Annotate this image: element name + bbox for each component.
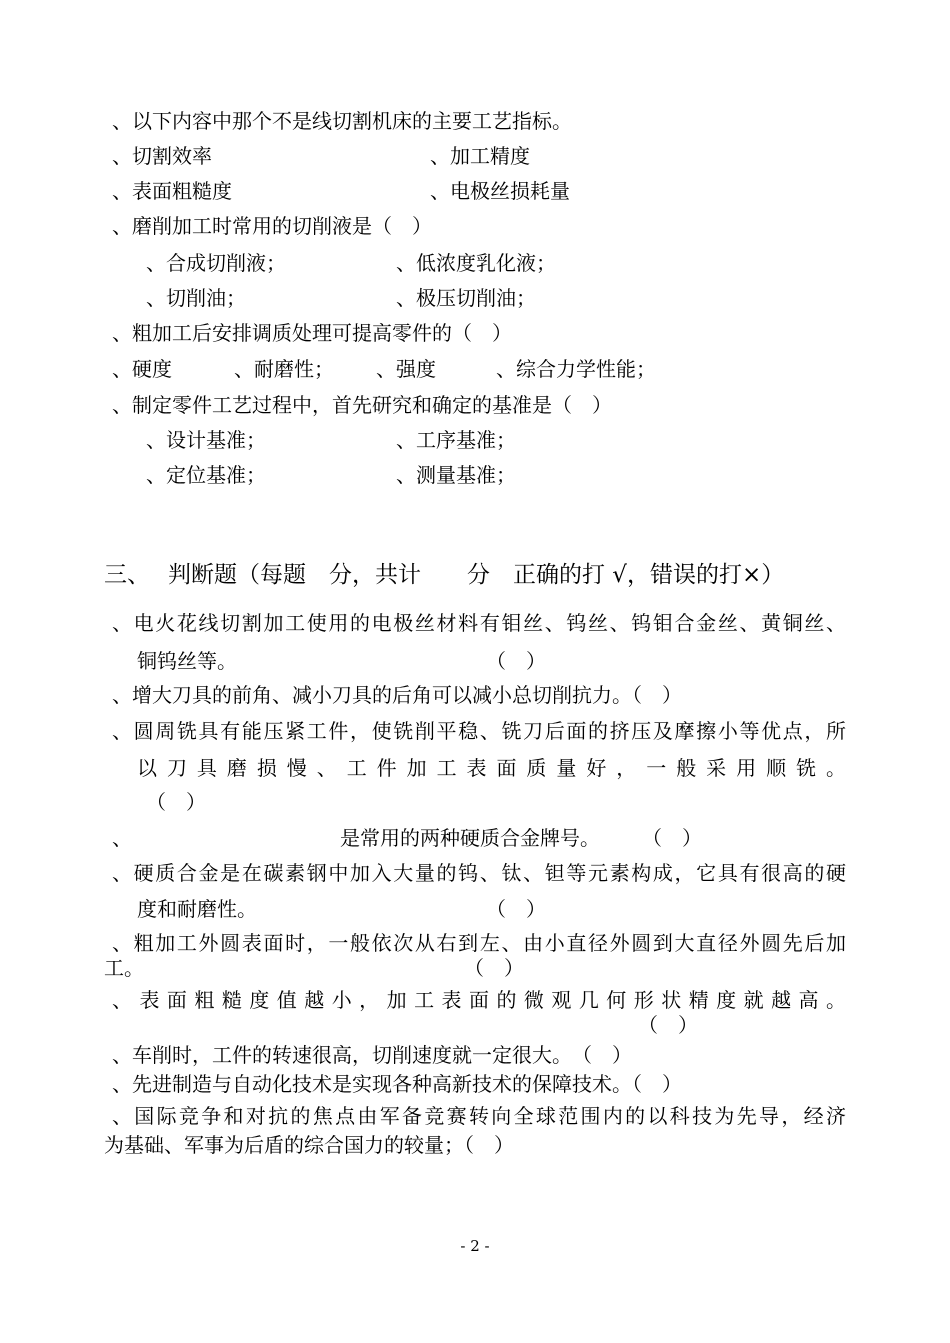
- tf-question-6: 、粗加工外圆表面时，一般依次从右到左、由小直径外圆到大直径外圆先后加: [112, 931, 846, 955]
- mc-question-3: 、粗加工后安排调质处理可提高零件的（ ）: [112, 321, 512, 345]
- mc-q1-option-d: 、电极丝损耗量: [430, 179, 570, 203]
- tf-question-8: 、车削时，工件的转速很高，切削速度就一定很大。 （ ）: [112, 1043, 632, 1067]
- mc-q2-option-b: 、低浓度乳化液；: [396, 251, 556, 275]
- tf-question-5-cont: 度和耐磨性。: [137, 897, 257, 921]
- mc-q4-option-a: 、设计基准；: [146, 428, 266, 452]
- page-number: - 2 -: [460, 1237, 490, 1255]
- mc-q3-option-c: 、强度: [376, 357, 436, 381]
- tf-question-9: 、先进制造与自动化技术是实现各种高新技术的保障技术。（ ）: [112, 1072, 682, 1096]
- tf-question-7: 、表面粗糙度值越小，加工表面的微观几何形状精度就越高。: [112, 988, 846, 1012]
- tf-question-5: 、硬质合金是在碳素钢中加入大量的钨、钛、钽等元素构成，它具有很高的硬: [112, 861, 846, 885]
- tf-question-10: 、国际竞争和对抗的焦点由军备竞赛转向全球范围内的以科技为先导，经济: [112, 1104, 846, 1128]
- tf-question-4: 是常用的两种硬质合金牌号。: [340, 826, 600, 850]
- mc-q3-option-d: 、综合力学性能；: [496, 357, 656, 381]
- tf-question-1: 、电火花线切割加工使用的电极丝材料有钼丝、钨丝、钨钼合金丝、黄铜丝、: [112, 611, 846, 635]
- tf-question-5-paren: （ ）: [486, 897, 546, 921]
- tf-question-6-cont: 工。: [104, 956, 144, 980]
- tf-question-4-paren: （ ）: [642, 826, 702, 850]
- mc-q3-option-a: 、硬度: [112, 357, 172, 381]
- mc-q1-option-c: 、表面粗糙度: [112, 179, 232, 203]
- mc-q3-option-b: 、耐磨性；: [234, 357, 334, 381]
- mc-q4-option-b: 、工序基准；: [396, 428, 516, 452]
- mc-q2-option-a: 、合成切削液；: [146, 251, 286, 275]
- tf-question-10-cont: 为基础、军事为后盾的综合国力的较量；（ ）: [104, 1133, 514, 1157]
- tf-question-1-paren: （ ）: [486, 649, 546, 673]
- mc-q2-option-d: 、极压切削油；: [396, 286, 536, 310]
- tf-question-7-paren: （ ）: [638, 1013, 698, 1037]
- tf-question-4-prefix: 、: [112, 826, 132, 850]
- mc-q4-option-c: 、定位基准；: [146, 463, 266, 487]
- mc-q2-option-c: 、切削油；: [146, 286, 246, 310]
- section-3-title: 判断题（每题 分，共计 分 正确的打 √，错误的打×）: [168, 562, 785, 588]
- section-3-number: 三、: [104, 562, 150, 588]
- mc-question-4: 、制定零件工艺过程中，首先研究和确定的基准是（ ）: [112, 393, 612, 417]
- mc-q1-option-b: 、加工精度: [430, 144, 530, 168]
- mc-q1-option-a: 、切割效率: [112, 144, 212, 168]
- tf-question-6-paren: （ ）: [464, 956, 524, 980]
- tf-question-3: 、圆周铣具有能压紧工件，使铣削平稳、铣刀后面的挤压及摩擦小等优点，所: [112, 719, 846, 743]
- tf-question-3-paren: （ ）: [146, 790, 206, 814]
- tf-question-1-cont: 铜钨丝等。: [137, 649, 237, 673]
- mc-question-2: 、磨削加工时常用的切削液是（ ）: [112, 214, 432, 238]
- tf-question-3-cont: 以刀具磨损慢、工件加工表面质量好，一般采用顺铣。: [137, 756, 846, 780]
- tf-question-2: 、增大刀具的前角、减小刀具的后角可以减小总切削抗力。（ ）: [112, 683, 682, 707]
- mc-q4-option-d: 、测量基准；: [396, 463, 516, 487]
- mc-question-1: 、以下内容中那个不是线切割机床的主要工艺指标。: [112, 109, 572, 133]
